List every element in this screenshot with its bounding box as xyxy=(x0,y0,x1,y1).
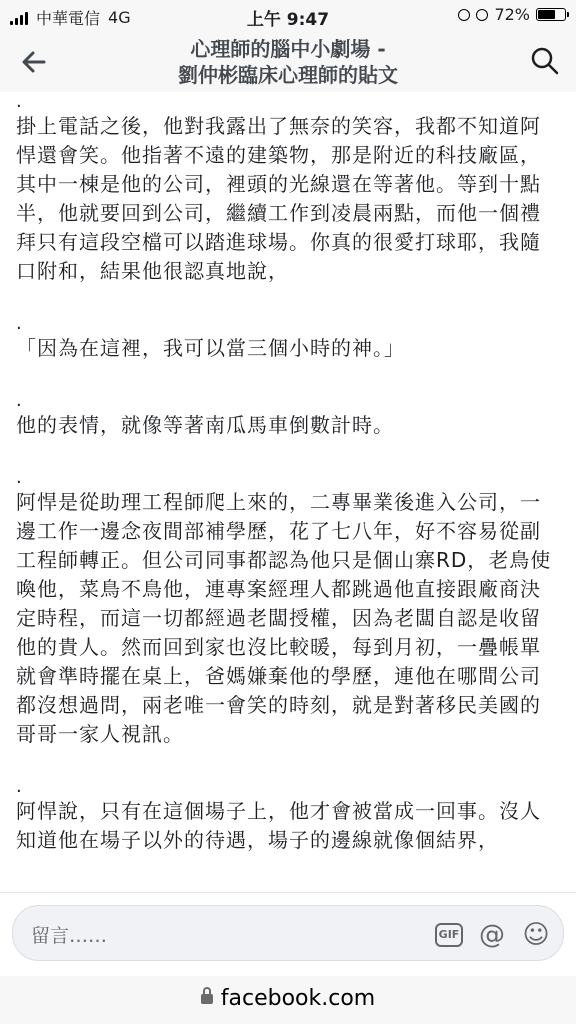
separator-dot: . xyxy=(16,92,22,112)
separator-dot: . xyxy=(16,467,22,488)
post-content xyxy=(0,92,576,892)
lock-icon xyxy=(201,994,213,1004)
separator-dot: . xyxy=(16,776,22,797)
page-title-line2: 劉仲彬臨床心理師的貼文 xyxy=(178,63,398,87)
back-arrow-icon[interactable] xyxy=(20,48,48,76)
paragraph: 掛上電話之後，他對我露出了無奈的笑容，我都不知道阿悍還會笑。他指著不遠的建築物，那是附近的科技廠區，其中一棟是他的公司，裡頭的光線還在等著他。等到十點半，他就要回到公司，繼續工作到凌晨兩點，而他一個禮拜只有這段空檔可以踏進球場。你真的很愛打球耶，我隨口附和，結果他很認真地說， xyxy=(16,114,541,283)
status-bar xyxy=(0,0,576,30)
carrier-label: 中華電信 xyxy=(36,9,101,28)
battery-percent: 72% xyxy=(494,5,530,24)
top-nav-bar xyxy=(0,30,576,92)
paragraph: 「因為在這裡，我可以當三個小時的神。」 xyxy=(16,336,405,360)
emoji-icon[interactable]: ☺ xyxy=(522,920,550,950)
separator-dot: . xyxy=(16,390,22,411)
battery-icon xyxy=(536,8,566,21)
paragraph: 阿悍說，只有在這個場子上，他才會被當成一回事。沒人知道他在場子以外的待遇，場子的邊線就像個結界， xyxy=(16,799,541,852)
alarm-icon xyxy=(476,9,488,21)
url-display[interactable] xyxy=(0,986,576,1011)
comment-input[interactable] xyxy=(12,905,564,961)
comment-actions xyxy=(435,920,551,950)
orientation-lock-icon xyxy=(458,9,470,21)
browser-url-bar[interactable] xyxy=(0,976,576,1024)
url-text: facebook.com xyxy=(220,986,376,1011)
paragraph: 阿悍是從助理工程師爬上來的，二專畢業後進入公司，一邊工作一邊念夜間部補學歷，花了七八年，好不容易從副工程師轉正。但公司同事都認為他只是個山寨RD，老鳥使喚他，菜鳥不鳥他，連專案經理人都跳過他直接跟廠商決定時程，而這一切都經過老闆授權，因為老闆自認是收留他的貴人。然而回到家也沒比較暖，每到月初，一疊帳單就會準時擺在桌上，爸媽嫌棄他的學歷，連他在哪間公司都沒想過問，兩老唯一會笑的時刻，就是對著移民美國的哥哥一家人視訊。 xyxy=(16,490,552,746)
clock: 上午 9:47 xyxy=(246,10,330,30)
search-icon[interactable] xyxy=(530,46,560,76)
page-title xyxy=(70,36,506,88)
comment-placeholder: 留言…… xyxy=(31,925,108,947)
comment-composer xyxy=(0,892,576,977)
mention-icon[interactable]: @ xyxy=(479,920,505,950)
network-label: 4G xyxy=(108,8,131,27)
paragraph: 他的表情，就像等著南瓜馬車倒數計時。 xyxy=(16,413,394,437)
status-right xyxy=(458,5,566,24)
battery-fill xyxy=(538,10,555,19)
separator-dot: . xyxy=(16,313,22,334)
gif-icon[interactable]: GIF xyxy=(435,923,463,947)
page-title-line1: 心理師的腦中小劇場 - xyxy=(190,37,386,61)
